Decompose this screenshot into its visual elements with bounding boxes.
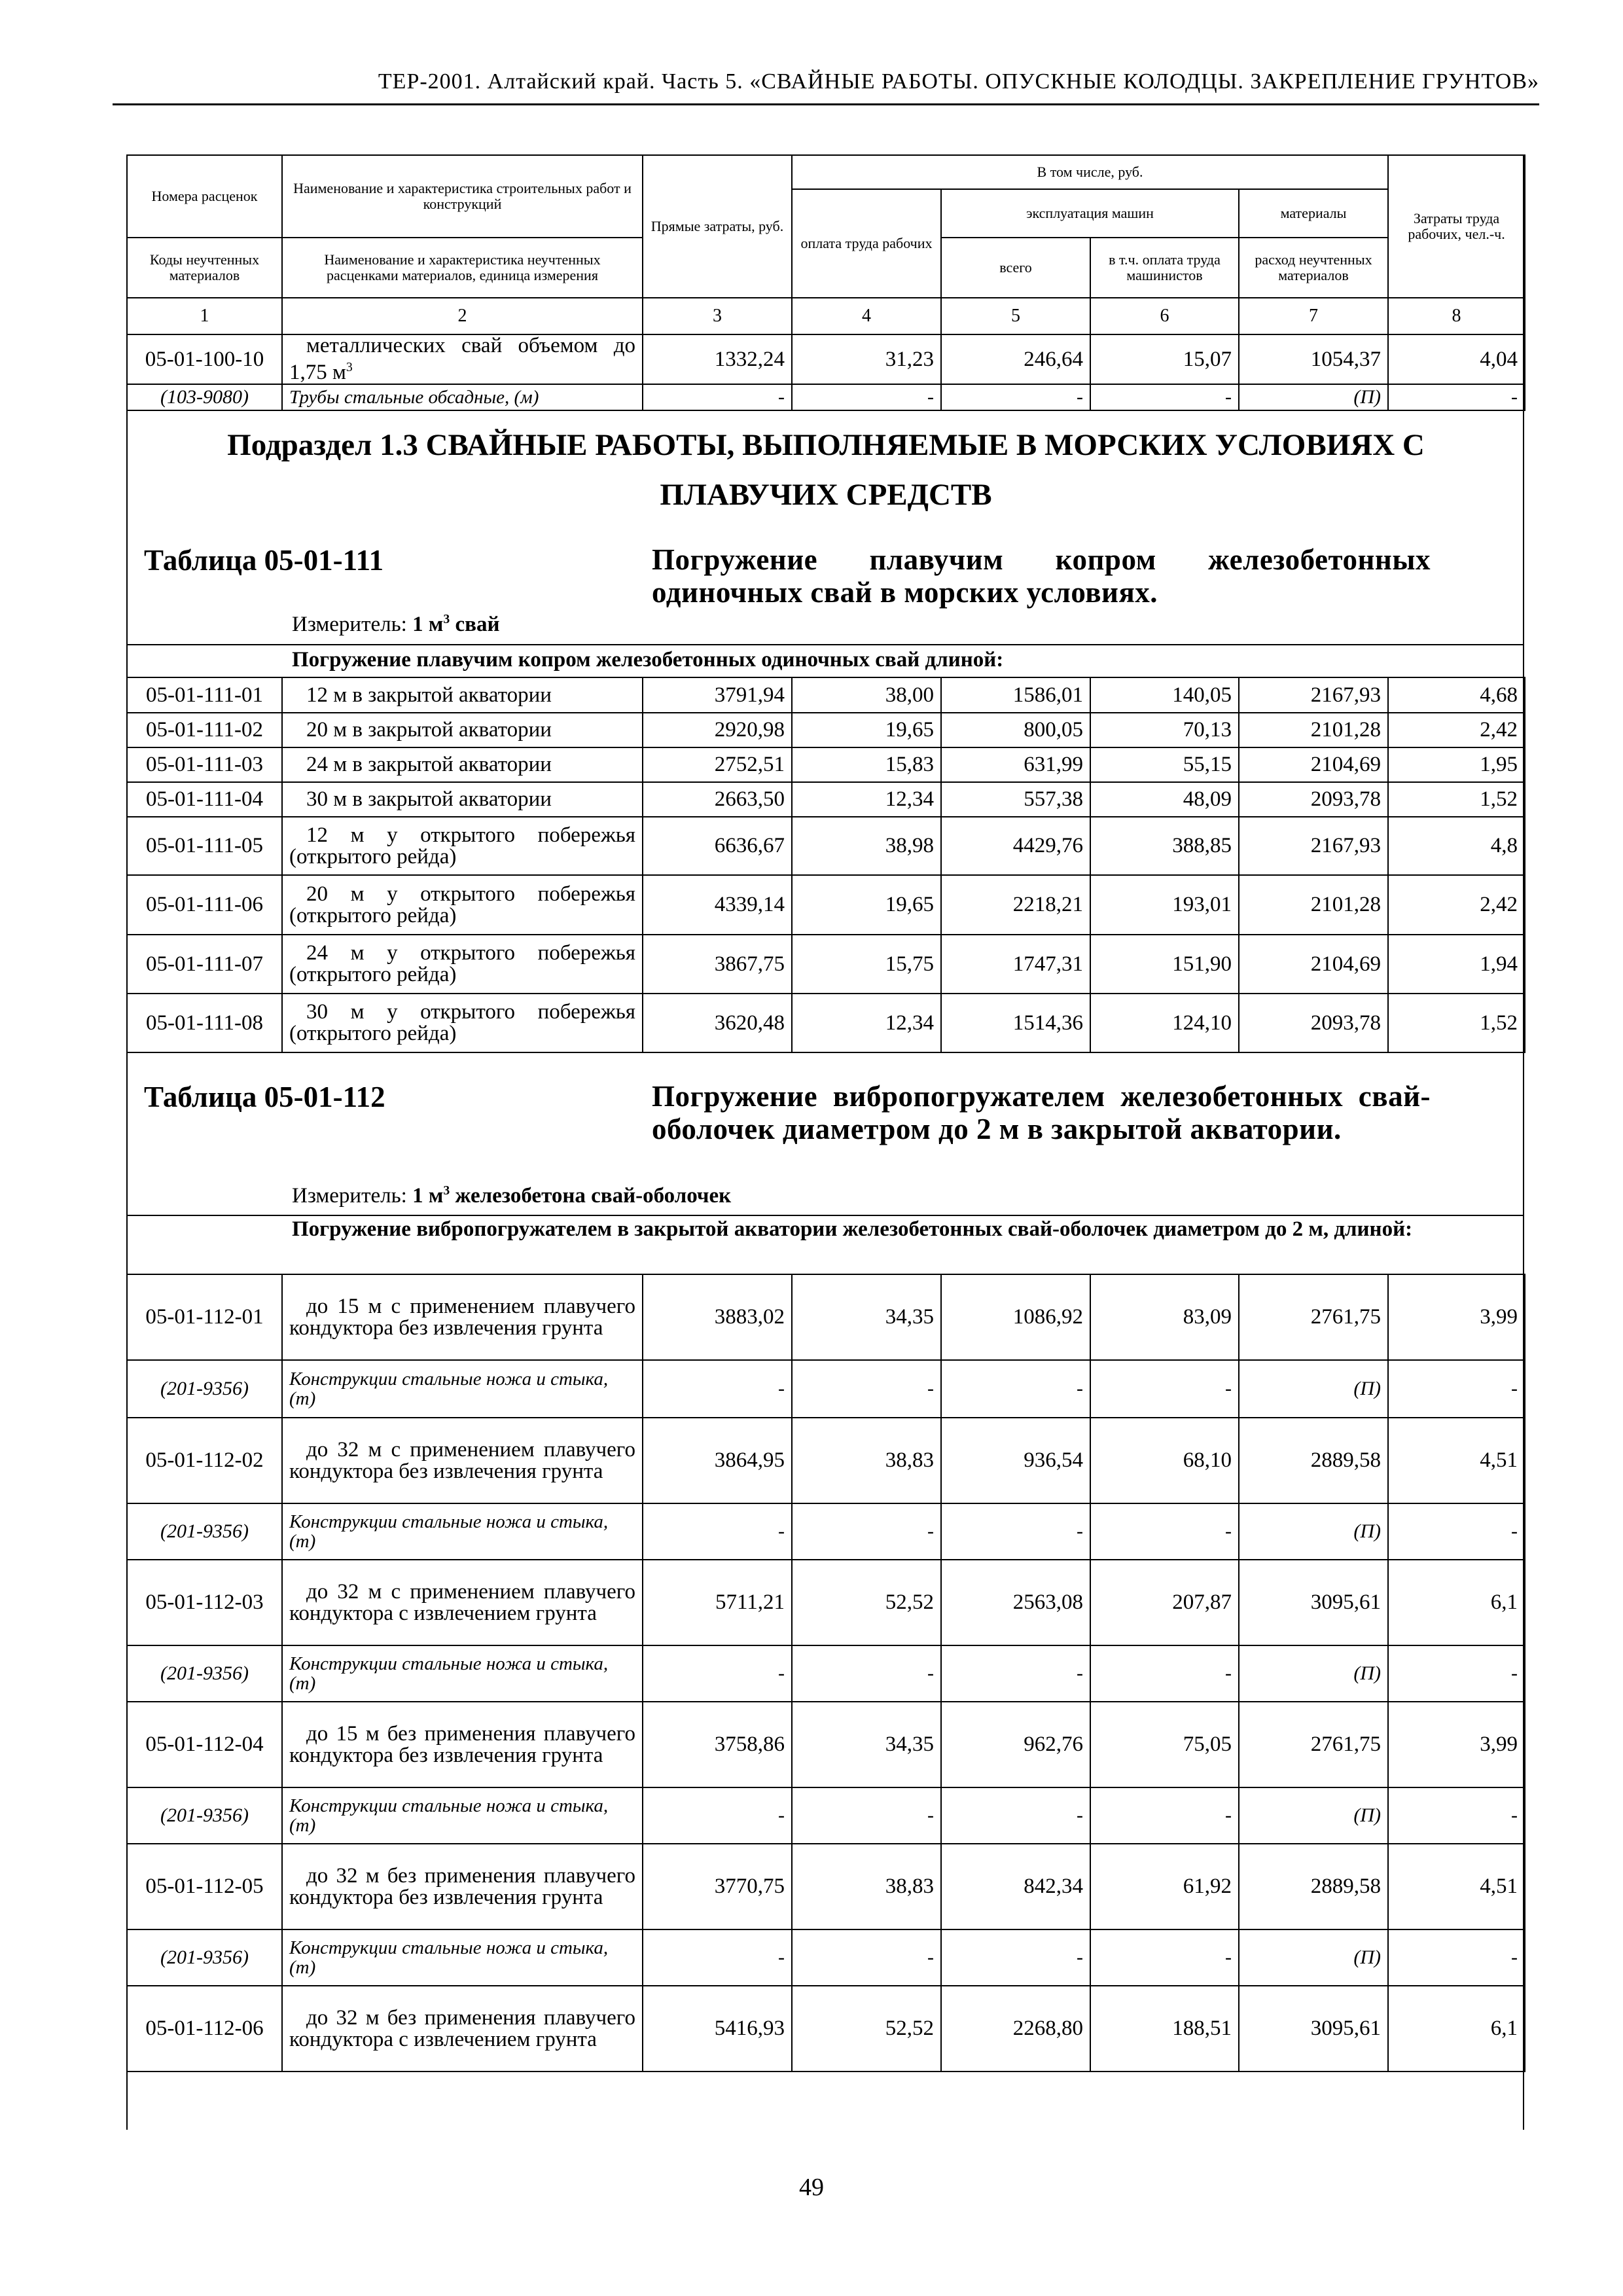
value-materials: 2889,58 xyxy=(1239,1844,1388,1929)
resource-value: - xyxy=(643,384,792,410)
value-labor: 34,35 xyxy=(792,1702,941,1787)
col-hours: Затраты труда рабочих, чел.-ч. xyxy=(1388,155,1525,298)
value-direct: 5416,93 xyxy=(643,1986,792,2072)
value-operators: 55,15 xyxy=(1090,747,1239,782)
table-111-code: Таблица 05-01-111 xyxy=(144,544,384,577)
value-direct: 2752,51 xyxy=(643,747,792,782)
value-materials: 2167,93 xyxy=(1239,677,1388,713)
resource-value: - xyxy=(1090,1787,1239,1844)
value-hours: 4,51 xyxy=(1388,1418,1525,1503)
value-materials: 2167,93 xyxy=(1239,817,1388,875)
row-name: до 32 м с применением плавучего кондуктора с извлечением грунта xyxy=(282,1560,643,1645)
table-112-group: Погружение вибропогружателем в закрытой акватории железобетонных свай-оболочек диаметром до 2 м, длиной: xyxy=(292,1217,1413,1241)
resource-value: - xyxy=(792,384,941,410)
resource-name: Трубы стальные обсадные, (м) xyxy=(282,384,643,410)
value-machines: 962,76 xyxy=(941,1702,1090,1787)
col-num: 4 xyxy=(792,298,941,334)
value-labor: 34,35 xyxy=(792,1274,941,1360)
value-materials: 2101,28 xyxy=(1239,713,1388,747)
table-112-description: Погружение вибропогружателем железобетонных свай-оболочек диаметром до 2 м в закрытой акватории. xyxy=(652,1080,1431,1145)
value-operators: 70,13 xyxy=(1090,713,1239,747)
col-num: 7 xyxy=(1239,298,1388,334)
value-machines: 2563,08 xyxy=(941,1560,1090,1645)
resource-value: - xyxy=(1388,1360,1525,1418)
resource-value: (П) xyxy=(1239,1360,1388,1418)
row-code: 05-01-111-04 xyxy=(127,782,282,817)
value-machines: 800,05 xyxy=(941,713,1090,747)
table-112-code: Таблица 05-01-112 xyxy=(144,1081,385,1113)
row-code: 05-01-112-03 xyxy=(127,1560,282,1645)
value-machines: 936,54 xyxy=(941,1418,1090,1503)
resource-code: (103-9080) xyxy=(127,384,282,410)
value-direct: 3867,75 xyxy=(643,935,792,994)
value-direct: 2920,98 xyxy=(643,713,792,747)
value-machines: 246,64 xyxy=(941,334,1090,384)
resource-value: (П) xyxy=(1239,1929,1388,1986)
value-materials: 2093,78 xyxy=(1239,782,1388,817)
table-111-group: Погружение плавучим копром железобетонных одиночных свай длиной: xyxy=(292,648,1004,672)
row-code: 05-01-111-01 xyxy=(127,677,282,713)
resource-value: - xyxy=(643,1929,792,1986)
table-111-description: Погружение плавучим копром железобетонных одиночных свай в морских условиях. xyxy=(652,543,1431,609)
row-code: 05-01-111-06 xyxy=(127,875,282,935)
row-code: 05-01-111-02 xyxy=(127,713,282,747)
value-labor: 19,65 xyxy=(792,713,941,747)
value-operators: 151,90 xyxy=(1090,935,1239,994)
resource-value: (П) xyxy=(1239,1503,1388,1560)
value-operators: 83,09 xyxy=(1090,1274,1239,1360)
value-hours: 4,04 xyxy=(1388,334,1525,384)
table-111 xyxy=(126,677,1525,1053)
col-num: 8 xyxy=(1388,298,1525,334)
value-direct: 2663,50 xyxy=(643,782,792,817)
col-num: 1 xyxy=(127,298,282,334)
value-direct: 5711,21 xyxy=(643,1560,792,1645)
row-code: 05-01-111-07 xyxy=(127,935,282,994)
resource-value: - xyxy=(941,384,1090,410)
value-labor: 52,52 xyxy=(792,1560,941,1645)
row-name: 12 м в закрытой акватории xyxy=(282,677,643,713)
resource-value: - xyxy=(941,1645,1090,1702)
value-machines: 631,99 xyxy=(941,747,1090,782)
resource-value: (П) xyxy=(1239,1787,1388,1844)
value-hours: 2,42 xyxy=(1388,875,1525,935)
resource-code: (201-9356) xyxy=(127,1645,282,1702)
header-rule xyxy=(113,103,1539,105)
resource-value: - xyxy=(941,1929,1090,1986)
value-hours: 4,8 xyxy=(1388,817,1525,875)
col-direct: Прямые затраты, руб. xyxy=(643,155,792,298)
row-name: 20 м у открытого побережья (открытого рейда) xyxy=(282,875,643,935)
subsection-title-line1: Подраздел 1.3 СВАЙНЫЕ РАБОТЫ, ВЫПОЛНЯЕМЫЕ В МОРСКИХ УСЛОВИЯХ С xyxy=(227,428,1425,462)
col-incl: В том числе, руб. xyxy=(792,155,1388,189)
row-code: 05-01-100-10 xyxy=(127,334,282,384)
col-num: 6 xyxy=(1090,298,1239,334)
row-name: металлических свай объемом до 1,75 $м^3$ xyxy=(282,334,643,384)
resource-name: Конструкции стальные ножа и стыка, (т) xyxy=(282,1503,643,1560)
resource-value: - xyxy=(1090,1360,1239,1418)
row-name: до 15 м с применением плавучего кондуктора без извлечения грунта xyxy=(282,1274,643,1360)
rule xyxy=(126,644,1524,645)
row-name: 30 м у открытого побережья (открытого рейда) xyxy=(282,994,643,1052)
value-labor: 38,98 xyxy=(792,817,941,875)
col-machines: эксплуатация машин xyxy=(941,189,1239,238)
value-machines: 1586,01 xyxy=(941,677,1090,713)
value-materials: 2761,75 xyxy=(1239,1274,1388,1360)
value-materials: 2104,69 xyxy=(1239,747,1388,782)
table-112-measure: Измеритель: 1 $м^3$ железобетона свай-оболочек xyxy=(292,1183,732,1208)
value-machines: 557,38 xyxy=(941,782,1090,817)
value-materials: 2761,75 xyxy=(1239,1702,1388,1787)
value-materials: 2889,58 xyxy=(1239,1418,1388,1503)
value-direct: 4339,14 xyxy=(643,875,792,935)
value-hours: 6,1 xyxy=(1388,1560,1525,1645)
value-machines: 2268,80 xyxy=(941,1986,1090,2072)
row-name: 24 м в закрытой акватории xyxy=(282,747,643,782)
resource-code: (201-9356) xyxy=(127,1929,282,1986)
table-111-measure: Измеритель: 1 $м^3$ свай xyxy=(292,612,500,636)
value-direct: 3758,86 xyxy=(643,1702,792,1787)
resource-value: - xyxy=(1090,1645,1239,1702)
resource-value: - xyxy=(1388,1503,1525,1560)
value-direct: 3770,75 xyxy=(643,1844,792,1929)
value-operators: 68,10 xyxy=(1090,1418,1239,1503)
value-operators: 48,09 xyxy=(1090,782,1239,817)
row-code: 05-01-112-06 xyxy=(127,1986,282,2072)
value-operators: 207,87 xyxy=(1090,1560,1239,1645)
value-labor: 38,00 xyxy=(792,677,941,713)
value-hours: 6,1 xyxy=(1388,1986,1525,2072)
value-machines: 4429,76 xyxy=(941,817,1090,875)
value-operators: 140,05 xyxy=(1090,677,1239,713)
col-num: 5 xyxy=(941,298,1090,334)
col-code-bottom: Коды неучтенных материалов xyxy=(127,238,282,298)
row-code: 05-01-112-05 xyxy=(127,1844,282,1929)
row-name: 24 м у открытого побережья (открытого рейда) xyxy=(282,935,643,994)
value-machines: 1514,36 xyxy=(941,994,1090,1052)
value-direct: 3864,95 xyxy=(643,1418,792,1503)
resource-value: - xyxy=(792,1360,941,1418)
value-machines: 2218,21 xyxy=(941,875,1090,935)
value-operators: 124,10 xyxy=(1090,994,1239,1052)
col-code-top: Номера расценок xyxy=(127,155,282,238)
value-labor: 52,52 xyxy=(792,1986,941,2072)
page-number: 49 xyxy=(799,2174,824,2201)
resource-value: - xyxy=(643,1787,792,1844)
value-labor: 38,83 xyxy=(792,1844,941,1929)
value-machines: 1086,92 xyxy=(941,1274,1090,1360)
value-materials: 2104,69 xyxy=(1239,935,1388,994)
value-labor: 38,83 xyxy=(792,1418,941,1503)
resource-value: - xyxy=(941,1503,1090,1560)
row-code: 05-01-112-02 xyxy=(127,1418,282,1503)
value-operators: 61,92 xyxy=(1090,1844,1239,1929)
resource-value: - xyxy=(1090,1929,1239,1986)
resource-name: Конструкции стальные ножа и стыка, (т) xyxy=(282,1929,643,1986)
resource-value: - xyxy=(941,1787,1090,1844)
value-hours: 1,95 xyxy=(1388,747,1525,782)
running-header: ТЕР-2001. Алтайский край. Часть 5. «СВАЙНЫЕ РАБОТЫ. ОПУСКНЫЕ КОЛОДЦЫ. ЗАКРЕПЛЕНИЕ ГРУНТОВ» xyxy=(378,69,1539,94)
value-labor: 12,34 xyxy=(792,994,941,1052)
value-hours: 4,68 xyxy=(1388,677,1525,713)
row-name: до 32 м без применения плавучего кондуктора без извлечения грунта xyxy=(282,1844,643,1929)
value-machines: 842,34 xyxy=(941,1844,1090,1929)
resource-value: - xyxy=(643,1645,792,1702)
value-machines: 1747,31 xyxy=(941,935,1090,994)
resource-value: - xyxy=(1388,1929,1525,1986)
value-labor: 12,34 xyxy=(792,782,941,817)
value-materials: 3095,61 xyxy=(1239,1560,1388,1645)
value-hours: 2,42 xyxy=(1388,713,1525,747)
row-name: до 32 м с применением плавучего кондуктора без извлечения грунта xyxy=(282,1418,643,1503)
resource-value: (П) xyxy=(1239,384,1388,410)
row-code: 05-01-111-03 xyxy=(127,747,282,782)
value-hours: 3,99 xyxy=(1388,1702,1525,1787)
resource-value: - xyxy=(792,1787,941,1844)
col-total: всего xyxy=(941,238,1090,298)
resource-value: - xyxy=(1388,1787,1525,1844)
row-name: до 32 м без применения плавучего кондуктора с извлечением грунта xyxy=(282,1986,643,2072)
resource-code: (201-9356) xyxy=(127,1787,282,1844)
col-num: 3 xyxy=(643,298,792,334)
resource-value: - xyxy=(1090,1503,1239,1560)
value-operators: 193,01 xyxy=(1090,875,1239,935)
row-code: 05-01-112-01 xyxy=(127,1274,282,1360)
value-direct: 1332,24 xyxy=(643,334,792,384)
rule xyxy=(126,1215,1524,1216)
resource-value: (П) xyxy=(1239,1645,1388,1702)
col-name-bottom: Наименование и характеристика неучтенных расценками материалов, единица измерения xyxy=(282,238,643,298)
row-name: 20 м в закрытой акватории xyxy=(282,713,643,747)
column-header-table xyxy=(126,154,1525,411)
resource-code: (201-9356) xyxy=(127,1360,282,1418)
resource-value: - xyxy=(941,1360,1090,1418)
resource-value: - xyxy=(1388,1645,1525,1702)
resource-value: - xyxy=(792,1645,941,1702)
value-operators: 15,07 xyxy=(1090,334,1239,384)
resource-name: Конструкции стальные ножа и стыка, (т) xyxy=(282,1360,643,1418)
value-labor: 15,83 xyxy=(792,747,941,782)
table-112 xyxy=(126,1274,1525,2072)
value-direct: 3791,94 xyxy=(643,677,792,713)
value-materials: 2093,78 xyxy=(1239,994,1388,1052)
value-operators: 388,85 xyxy=(1090,817,1239,875)
col-unaccounted: расход неучтенных материалов xyxy=(1239,238,1388,298)
col-labor: оплата труда рабочих xyxy=(792,189,941,298)
value-labor: 15,75 xyxy=(792,935,941,994)
value-direct: 6636,67 xyxy=(643,817,792,875)
col-materials: материалы xyxy=(1239,189,1388,238)
resource-value: - xyxy=(643,1503,792,1560)
resource-value: - xyxy=(792,1503,941,1560)
value-hours: 3,99 xyxy=(1388,1274,1525,1360)
resource-name: Конструкции стальные ножа и стыка, (т) xyxy=(282,1645,643,1702)
subsection-title-line2: ПЛАВУЧИХ СРЕДСТВ xyxy=(660,478,992,512)
value-hours: 1,94 xyxy=(1388,935,1525,994)
col-num: 2 xyxy=(282,298,643,334)
col-name-top: Наименование и характеристика строительных работ и конструкций xyxy=(282,155,643,238)
value-materials: 1054,37 xyxy=(1239,334,1388,384)
resource-value: - xyxy=(643,1360,792,1418)
value-direct: 3883,02 xyxy=(643,1274,792,1360)
value-labor: 19,65 xyxy=(792,875,941,935)
row-code: 05-01-111-05 xyxy=(127,817,282,875)
row-name: 30 м в закрытой акватории xyxy=(282,782,643,817)
value-hours: 1,52 xyxy=(1388,782,1525,817)
col-operators: в т.ч. оплата труда машинистов xyxy=(1090,238,1239,298)
resource-value: - xyxy=(1090,384,1239,410)
value-labor: 31,23 xyxy=(792,334,941,384)
resource-value: - xyxy=(1388,384,1525,410)
row-name: 12 м у открытого побережья (открытого рейда) xyxy=(282,817,643,875)
row-code: 05-01-111-08 xyxy=(127,994,282,1052)
value-operators: 75,05 xyxy=(1090,1702,1239,1787)
value-materials: 2101,28 xyxy=(1239,875,1388,935)
row-code: 05-01-112-04 xyxy=(127,1702,282,1787)
value-hours: 1,52 xyxy=(1388,994,1525,1052)
resource-code: (201-9356) xyxy=(127,1503,282,1560)
value-direct: 3620,48 xyxy=(643,994,792,1052)
resource-value: - xyxy=(792,1929,941,1986)
row-name: до 15 м без применения плавучего кондуктора без извлечения грунта xyxy=(282,1702,643,1787)
value-operators: 188,51 xyxy=(1090,1986,1239,2072)
value-materials: 3095,61 xyxy=(1239,1986,1388,2072)
value-hours: 4,51 xyxy=(1388,1844,1525,1929)
resource-name: Конструкции стальные ножа и стыка, (т) xyxy=(282,1787,643,1844)
